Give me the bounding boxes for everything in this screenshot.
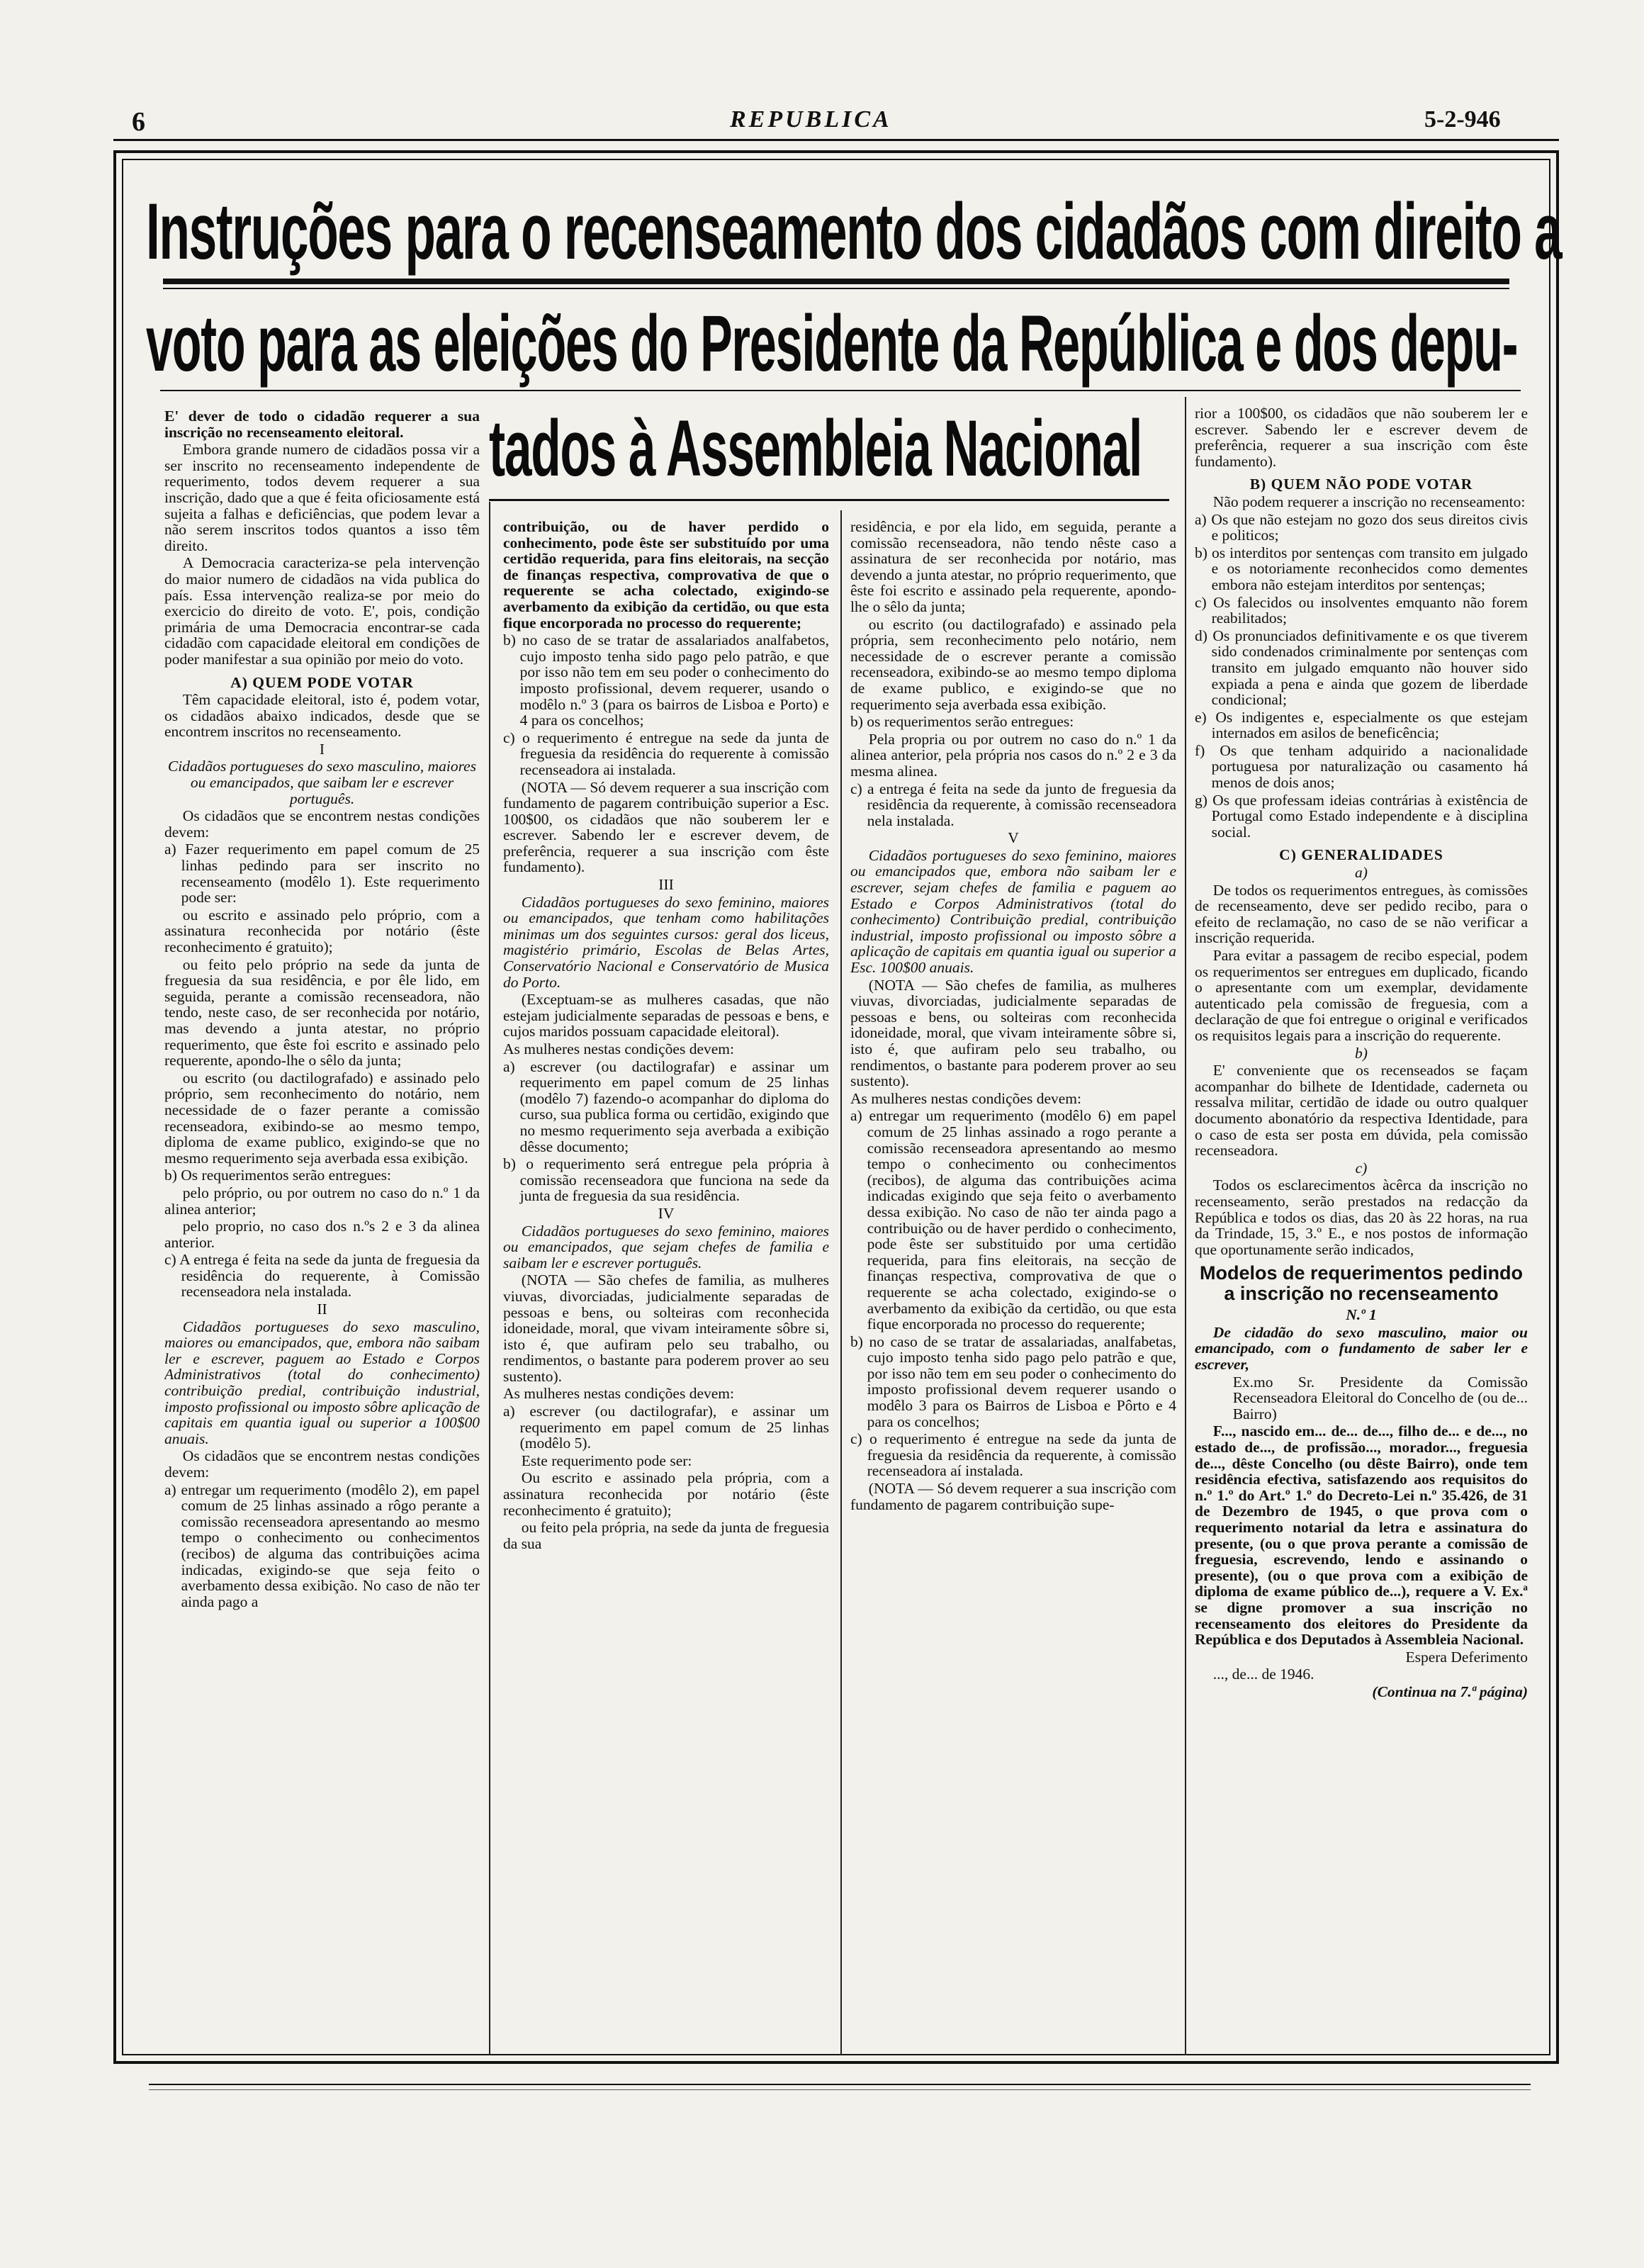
text-column-2 [503,519,829,2043]
paragraph: (NOTA — São chefes de familia, as mulheres viuvas, divorciadas, judicialmente separadas de pessoas e bens, ou solteiras com reconhecida idoneidade, moral, que vivam inteiramente sôbre si, isto é, que aufiram pelo seu trabalho, ou rendimentos, o bastante para poderem prover ao seu sustento). [850,976,1176,1090]
column-divider [489,502,490,2054]
paragraph: a) escrever (ou dactilografar), e assinar um requerimento em papel comum de 25 linhas (modêlo 5). [503,1403,829,1452]
paragraph: Ex.mo Sr. Presidente da Comissão Recenseadora Eleitoral do Concelho de (ou de... Bairro) [1232,1373,1528,1422]
paragraph: f) Os que tenham adquirido a nacionalidade portuguesa por naturalização ou casamento há menos de dois anos; [1195,741,1528,792]
headline-line1: Instruções para o recenseamento dos cidadãos com direito a [146,187,1562,276]
section-number: I [319,740,325,758]
paragraph: ou feito pela própria, na sede da junta de freguesia da sua [503,1519,829,1552]
paragraph: A Democracia caracteriza-se pela intervenção do maior numero de cidadãos na vida publica do país. Essa intervenção realiza-se por meio do exercicio do direito de voto. E', pois, condição primária de uma Democracia encontrar-se cada cidadão com capacidade eleitoral em condições de poder manifestar a sua opinião por meio do voto. [164,554,480,668]
paragraph: Não podem requerer a inscrição no recenseamento: [1212,493,1526,510]
section-heading: B) QUEM NÃO PODE VOTAR [1249,476,1473,493]
paragraph: De cidadão do sexo masculino, maior ou emancipado, com o fundamento de saber ler e escrever, [1195,1323,1528,1374]
paragraph: Este requerimento pode ser: [521,1452,692,1469]
paragraph: ou escrito e assinado pelo próprio, com a assinatura reconhecida por notário (êste reconhecimento é gratuito); [164,906,480,955]
section-number: V [1008,829,1019,847]
paragraph: e) Os indigentes e, especialmente os que estejam internados em asilos de beneficência; [1195,708,1528,742]
paragraph: Cidadãos portugueses do sexo masculino, maiores ou emancipados, que saibam ler e escrever português. [167,758,477,807]
section-number: II [317,1301,327,1318]
headline-rule-3 [489,499,1169,501]
paragraph: c) A entrega é feita na sede da junta de freguesia da residência do requerente, à Comissão recenseadora nela instalada. [164,1251,480,1301]
paragraph: contribuição, ou de haver perdido o conhecimento, pode êste ser substituído por uma certidão requerida, para fins eleitorais, na secção de finanças respectiva, comprovativa de que o requerente se acha colectado, exigindo-se averbamento da exibição da certidão, ou que esta fique encorporada no processo do requerente; [503,519,829,631]
bottom-rule-2 [149,2089,1531,2090]
paragraph: c) a entrega é feita na sede da junto de freguesia da residência da requerente, à comissão recenseadora nela instalada. [850,780,1176,829]
text-column-1 [164,408,480,2045]
headline-rule-2 [160,390,1521,391]
paragraph: De todos os requerimentos entregues, às comissões de recenseamento, deve ser pedido recibo, para o efeito de reclamação, no caso de se não verificar a inscrição requerida. [1195,881,1528,947]
paragraph: E' dever de todo o cidadão requerer a sua inscrição no recenseamento eleitoral. [164,408,480,441]
paragraph: b) o requerimento será entregue pela própria à comissão recenseadora que funciona na sede da junta de freguesia da sua residência. [503,1155,829,1205]
section-number: IV [658,1204,675,1222]
headline-rule-1 [163,279,1509,284]
paragraph: pelo proprio, no caso dos n.ºs 2 e 3 da alinea anterior. [164,1218,480,1251]
paragraph: d) Os pronunciados definitivamente e os que tiverem sido condenados criminalmente por sentenças com transito em julgado emquanto não houver sido expiada a pena e ainda que gozem de liberdade condicional; [1195,627,1528,709]
headline-rule-1b [163,288,1509,289]
paragraph: a) escrever (ou dactilografar) e assinar um requerimento em papel comum de 25 linhas (modêlo 7) fazendo-o acompanhar do diploma do curso, sua publica forma ou certidão, exigindo que no mesmo requerimento seja averbada a exibição dêsse documento; [503,1057,829,1155]
paragraph: Ou escrito e assinado pela própria, com a assinatura reconhecida por notário (êste reconhecimento é gratuito); [503,1469,829,1519]
paragraph: F..., nascido em... de... de..., filho de... e de..., no estado de..., de profissão..., morador..., freguesia de..., dêste Concelho (ou dêste Bairro), onde tem residência efectiva, satisfazendo aos requisitos do n.º 1.º do Art.º 1.º do Decreto-Lei n.º 35.426, de 31 de Dezembro de 1945, o que prova com o requerimento notarial da letra e assinatura do presente, (ou o que prova perante a comissão de freguesia, escrevendo, lendo e assinando o presente), (ou o que prova com a exibição de diploma de exame público de...), requere a V. Ex.ª se digne promover a sua inscrição no recenseamento dos eleitores do Presidente da República e dos Deputados à Assembleia Nacional. [1195,1422,1528,1649]
paragraph: (NOTA — Só devem requerer a sua inscrição com fundamento de pagarem contribuição superior a Esc. 100$00, os cidadãos que não souberem ler e escrever. Sabendo ler e escrever devem, de preferência, requerer a sua inscrição com êste fundamento). [503,778,829,876]
paragraph: Para evitar a passagem de recibo especial, podem os requerimentos ser entregues em duplicado, ficando o apresentante com um exemplar, devidamente autenticado pela comissão de freguesia, com a declaração de que foi entregue o original e verificados os requisitos legais para a inscrição do requerente. [1195,947,1528,1044]
paragraph: As mulheres nestas condições devem: [503,1040,734,1057]
continuation-note: (Continua na 7.ª página) [1372,1683,1528,1700]
paragraph: b) no caso de se tratar de assalariadas, analfabetas, cujo imposto tenha sido pago pelo patrão e que, por isso não tem em seu poder o conhecimento do imposto profissional devem requerer usando o modêlo 3 para os Bairros de Lisboa e Pôrto e 4 para os concelhos; [850,1332,1176,1430]
paragraph: a) Fazer requerimento em papel comum de 25 linhas pedindo para ser inscrito no recenseamento (modêlo 1). Este requerimento pode ser: [164,841,480,906]
section-heading: A) QUEM PODE VOTAR [230,673,414,691]
section-heading: C) GENERALIDADES [1279,846,1443,864]
paragraph: c) o requerimento é entregue na sede da junta de freguesia da residência da requerente, à comissão recenseadora aí instalada. [850,1430,1176,1480]
paragraph: a) entregar um requerimento (modêlo 2), em papel comum de 25 linhas assinado a rôgo perante a comissão recenseadora apresentando ao mesmo tempo o conhecimento ou conhecimentos (recibos) de alguma das contribuições acima indicadas, exigindo-se que seja feito o averbamento dessa exibição. No caso de não ter ainda pago a [164,1481,480,1610]
bottom-rule [149,2084,1531,2085]
paragraph: Todos os esclarecimentos àcêrca da inscrição no recenseamento, serão prestados na redacção da República e todos os dias, das 20 às 22 horas, na rua da Trindade, 15, 3.º E., e nos postos de informação que oportunamente serão indicados, [1195,1177,1528,1258]
paragraph: Cidadãos portugueses do sexo masculino, maiores ou emancipados, que, embora não saibam ler e escrever, paguem ao Estado e Corpos Administrativos (total do conhecimento) contribuição predial, contribuição industrial, imposto profissional ou imposto sôbre aplicação de capitais em quantia igual ou superior a 100$00 anuais. [164,1318,480,1447]
issue-date: 5-2-946 [1424,106,1501,133]
header-rule [113,139,1559,141]
paragraph: (NOTA — São chefes de familia, as mulheres viuvas, divorciadas, judicialmente separadas de pessoas e bens, ou solteiras com reconhecida idoneidade, moral, que vivam inteiramente sôbre si, isto é, que aufiram pelo seu trabalho, ou rendimentos, o bastante para poderem prover ao seu sustento). [503,1271,829,1385]
paragraph: As mulheres nestas condições devem: [850,1089,1081,1107]
section-letter: a) [1355,864,1368,882]
date-line: ..., de... de 1946. [1212,1666,1314,1683]
paragraph: (Exceptuam-se as mulheres casadas, que não estejam judicialmente separadas de pessoas e bens, e cujos maridos possuam capacidade eleitoral). [503,991,829,1040]
section-letter: b) [1355,1044,1368,1062]
paragraph: Pela propria ou por outrem no caso do n.º 1 da alinea anterior, pela própria nos casos do n.º 2 e 3 da mesma alinea. [850,730,1176,780]
paragraph: ou escrito (ou dactilografado) e assinado pelo próprio, sem reconhecimento do notário, nem necessidade de o fazer perante a comissão recenseadora, exibindo-se ao mesmo tempo, diploma de exame publico, exigindo-se que no mesmo requerimento seja averbada essa exibição. [164,1069,480,1167]
section-letter: c) [1355,1159,1368,1177]
text-column-3 [850,519,1176,2043]
subheading-models: Modelos de requerimentos pedindo a inscrição no recenseamento [1199,1262,1524,1305]
section-number: III [658,876,674,894]
paragraph: g) Os que professam ideias contrárias à existência de Portugal como Estado independente e à disciplina social. [1195,791,1528,841]
signature-line: Espera Deferimento [1405,1648,1528,1666]
paragraph: Embora grande numero de cidadãos possa vir a ser inscrito no recenseamento independente de requerimento, todos devem requerer a sua inscrição, dado que a que é feita oficiosamente está sujeita a falhas e deficiências, que podem levar a não serem inscritos todos quantos a isso têm direito. [164,441,480,554]
text-column-4 [1195,405,1528,2043]
model-number: N.º 1 [1346,1306,1377,1324]
paragraph: a) entregar um requerimento (modêlo 6) em papel comum de 25 linhas assinado a rogo perante a comissão recenseadora apresentando ao mesmo tempo o conhecimento ou conhecimentos (recibos), de alguma das contribuições acima indicadas exigindo que seja feito o averbamento dessa exibição. No caso de não ter ainda pago a contribuição ou de haver perdido o conhecimento, pode êste ser substituido por uma certidão requerida, para fins eleitorais, na secção de finanças respectiva, comprovativa de que o requerente se acha colectado, exigindo-se o averbamento da exibição da certidão, ou que esta fique encorporada no processo do requerente; [850,1107,1176,1333]
column-divider [1185,397,1186,2055]
paragraph: residência, e por ela lido, em seguida, perante a comissão recenseadora, não tendo nêste caso a assinatura de ser reconhecida por notário, mas devendo a junta atestar, no próprio requerimento, que êste foi escrito e assinado pela requerente, apondo-lhe o sêlo da junta; [850,519,1176,615]
paragraph: Cidadãos portugueses do sexo feminino, maiores ou emancipados, que sejam chefes de familia e saibam ler e escrever português. [503,1222,829,1271]
column-divider [840,510,842,2055]
paragraph: Os cidadãos que se encontrem nestas condições devem: [164,807,480,841]
paragraph: ou escrito (ou dactilografado) e assinado pela própria, sem reconhecimento pelo notário, nem necessidade de o escrever perante a comissão recenseadora, exibindo-se ao mesmo tempo diploma de exame publico, e exigindo-se que no requerimento seja averbada essa exibição. [850,615,1176,713]
paragraph: (NOTA — Só devem requerer a sua inscrição com fundamento de pagarem contribuição supe- [850,1480,1176,1513]
paragraph: As mulheres nestas condições devem: [503,1385,734,1403]
paragraph: rior a 100$00, os cidadãos que não souberem ler e escrever. Sabendo ler e escrever devem de preferência, requerer a sua inscrição com êste fundamento). [1195,405,1528,470]
paragraph: b) os requerimentos serão entregues: [850,713,1074,731]
paragraph: E' conveniente que os recenseados se façam acompanhar do bilhete de Identidade, caderneta ou ressalva militar, certidão de idade ou outro qualquer documento abonatório da respectiva Identidade, para o caso de esta ser posta em dúvida, pela comissão recenseadora. [1195,1062,1528,1160]
paragraph: b) Os requerimentos serão entregues: [164,1167,392,1184]
paragraph: Cidadãos portugueses do sexo feminino, maiores ou emancipados, que tenham como habilitações minimas um dos seguintes cursos: geral dos liceus, magistério primário, Escolas de Belas Artes, Conservatório Nacional e Conservatório de Musica do Porto. [503,893,829,991]
paragraph: Os cidadãos que se encontrem nestas condições devem: [164,1447,480,1481]
paragraph: b) no caso de se tratar de assalariados analfabetos, cujo imposto tenha sido pago pelo patrão, e que por isso não tem em seu poder o conhecimento do imposto profissional, devem requerer, usando o modêlo n.º 3 (para os bairros de Lisboa e Porto) e 4 para os concelhos; [503,631,829,729]
paragraph: pelo próprio, ou por outrem no caso do n.º 1 da alinea anterior; [164,1184,480,1218]
headline-line2: voto para as eleições do Presidente da República e dos depu- [146,299,1518,388]
paragraph: c) o requerimento é entregue na sede da junta de freguesia da residência do requerente à comissão recenseadora ai instalada. [503,729,829,778]
paragraph: c) Os falecidos ou insolventes emquanto não forem reabilitados; [1195,593,1528,627]
paragraph: Têm capacidade eleitoral, isto é, podem votar, os cidadãos abaixo indicados, desde que se encontrem inscritos no recenseamento. [164,691,480,741]
paragraph: b) os interditos por sentenças com transito em julgado e os notoriamente reconhecidos como dementes embora não estejam interditos por sentenças; [1195,544,1528,593]
paragraph: Cidadãos portugueses do sexo feminino, maiores ou emancipados que, embora não saibam ler e escrever, sejam chefes de familia e paguem ao Estado e Corpos Administrativos (total do conhecimento) Contribuição predial, contribuição industrial, imposto profissional ou imposto sôbre a aplicação de capitais em quantia igual ou superior a Esc. 100$00 anuais. [850,846,1176,977]
newspaper-name: REPUBLICA [730,106,892,133]
paragraph: ou feito pelo próprio na sede da junta de freguesia da sua residência, e por êle lido, em seguida, perante a comissão recenseadora, não tendo, neste caso, de ser reconhecida por notário, mas devendo a junta atestar, no próprio requerimento, que êste foi escrito e assinado pelo requerente, apondo-lhe o sêlo da junta; [164,955,480,1070]
page-number: 6 [132,107,145,137]
headline-line3: tados à Assembleia Nacional [489,404,1142,493]
paragraph: a) Os que não estejam no gozo dos seus direitos civis e politicos; [1195,510,1528,544]
